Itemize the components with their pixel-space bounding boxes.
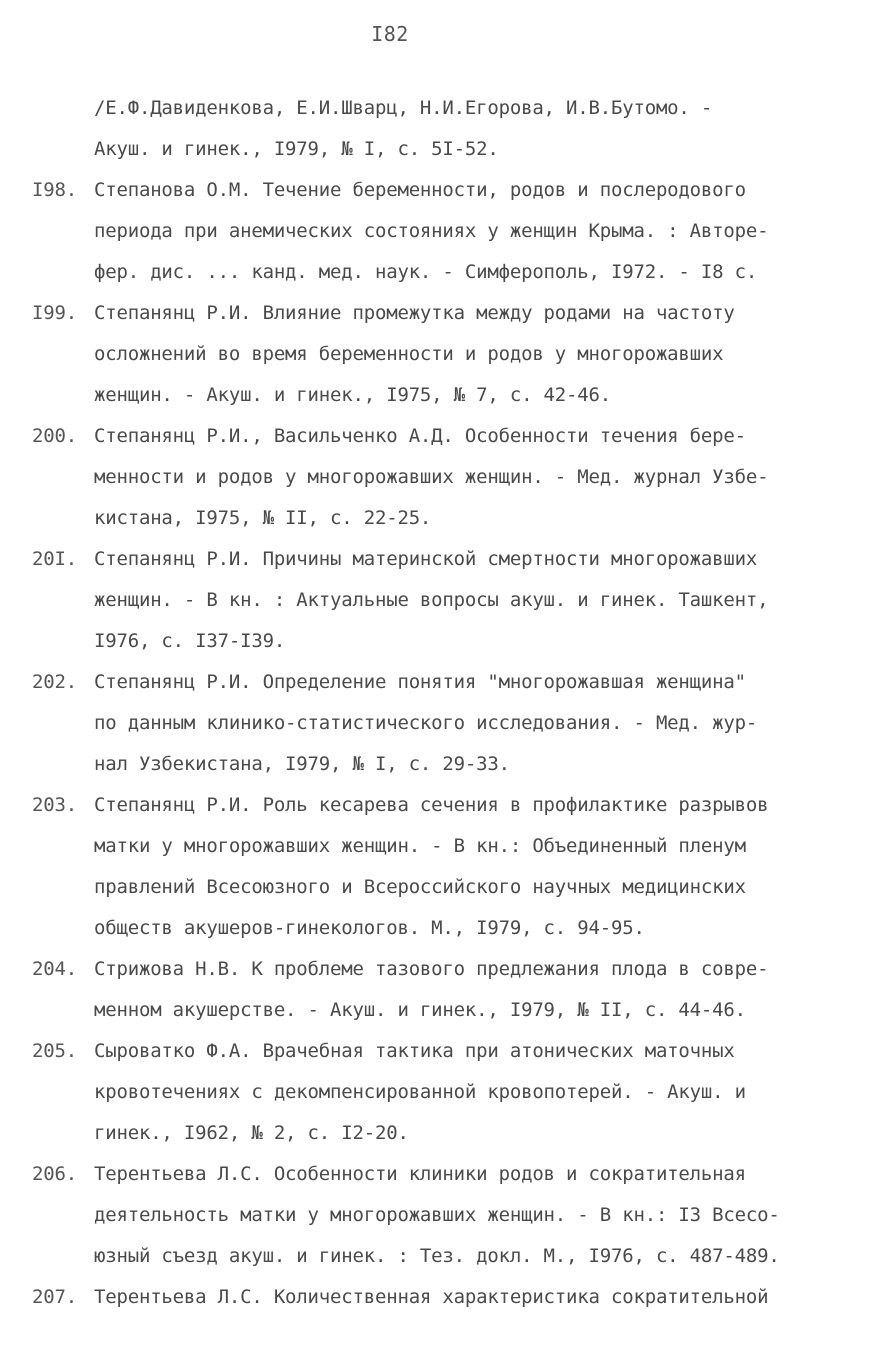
bib-entry [32,293,862,416]
bib-entry [32,1154,862,1277]
entry-line: Степанянц Р.И., Васильченко А.Д. Особенности течения бере- [94,425,746,447]
entry-line: кровотечениях с декомпенсированной кровопотерей. - Акуш. и [94,1081,746,1103]
entry-line: I976, с. I37-I39. [94,630,286,652]
entry-number: 206. [32,1163,77,1185]
entry-number: I98. [32,179,77,201]
entry-number: 200. [32,425,77,447]
entry-line: менности и родов у многорожавших женщин. - Мед. журнал Узбе- [94,466,769,488]
entry-line: периода при анемических состояниях у женщин Крыма. : Авторе- [94,220,769,242]
bib-entry [32,416,862,539]
carryover-line: /Е.Ф.Давиденкова, Е.И.Шварц, Н.И.Егорова, И.В.Бутомо. - [94,97,713,119]
entry-line: обществ акушеров-гинекологов. М., I979, с. 94-95. [94,917,645,939]
entry-number: 20I. [32,548,77,570]
entry-line: женщин. - В кн. : Актуальные вопросы акуш. и гинек. Ташкент, [94,589,769,611]
bib-entry [32,785,862,949]
entry-line: менном акушерстве. - Акуш. и гинек., I979, № II, с. 44-46. [94,999,746,1021]
entry-number: 205. [32,1040,77,1062]
bib-entry [32,949,862,1031]
entry-number: 207. [32,1286,77,1308]
page-number: I82 [371,22,409,46]
entry-line: Степанянц Р.И. Определение понятия "многорожавшая женщина" [94,671,746,693]
entry-line: матки у многорожавших женщин. - В кн.: Объединенный пленум [94,835,746,857]
entry-line: женщин. - Акуш. и гинек., I975, № 7, с. 42-46. [94,384,611,406]
entry-line: юзный съезд акуш. и гинек. : Тез. докл. М., I976, с. 487-489. [94,1245,780,1267]
entry-line: фер. дис. ... канд. мед. наук. - Симферополь, I972. - I8 с. [94,261,758,283]
entry-number: 204. [32,958,77,980]
entry-number: I99. [32,302,77,324]
entry-line: Степанянц Р.И. Причины материнской смертности многорожавших [94,548,758,570]
entry-line: Степанянц Р.И. Влияние промежутка между родами на частоту [94,302,735,324]
entry-number: 203. [32,794,77,816]
entry-line: кистана, I975, № II, с. 22-25. [94,507,432,529]
entry-line: Сыроватко Ф.А. Врачебная тактика при атонических маточных [94,1040,735,1062]
bib-entry [32,662,862,785]
entry-line: деятельность матки у многорожавших женщин. - В кн.: I3 Всесо- [94,1204,780,1226]
entry-line: гинек., I962, № 2, с. I2-20. [94,1122,409,1144]
entry-line: правлений Всесоюзного и Всероссийского научных медицинских [94,876,746,898]
bibliography-list [32,88,862,1318]
entry-line: Терентьева Л.С. Особенности клиники родов и сократительная [94,1163,746,1185]
entry-line: Степанова О.М. Течение беременности, родов и послеродового [94,179,746,201]
entry-line: Стрижова Н.В. К проблеме тазового предлежания плода в совре- [94,958,769,980]
entry-number: 202. [32,671,77,693]
carryover-line: Акуш. и гинек., I979, № I, с. 5I-52. [94,138,499,160]
entry-line: Степанянц Р.И. Роль кесарева сечения в профилактике разрывов [94,794,769,816]
bib-entry [32,1277,862,1318]
entry-line: нал Узбекистана, I979, № I, с. 29-33. [94,753,510,775]
entry-line: осложнений во время беременности и родов у многорожавших [94,343,724,365]
bib-entry [32,170,862,293]
entry-line: по данным клинико-статистического исследования. - Мед. жур- [94,712,758,734]
entry-line: Терентьева Л.С. Количественная характеристика сократительной [94,1286,769,1308]
bib-entry [32,1031,862,1154]
bib-entry [32,539,862,662]
